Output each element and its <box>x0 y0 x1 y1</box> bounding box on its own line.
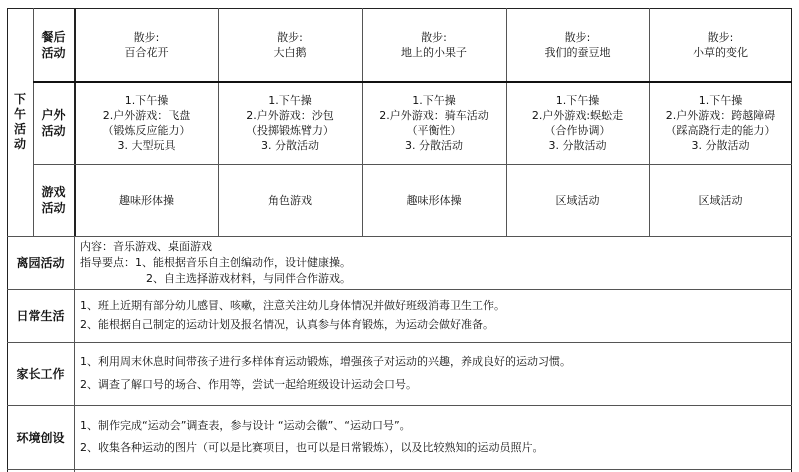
game-cell: 趣味形体操 <box>119 193 174 207</box>
grid-line <box>7 289 792 290</box>
game-cell: 区域活动 <box>555 193 600 207</box>
game-cell: 角色游戏 <box>268 193 312 207</box>
game-cell: 区域活动 <box>698 193 743 207</box>
environment-line: 1、制作完成“运动会”调查表，参与设计 “运动会徽”、“运动口号”。 <box>80 419 411 432</box>
leaving-line: 内容：音乐游戏、桌面游戏 <box>80 240 212 253</box>
after-meal-cell: 散步: 百合花开 <box>124 30 169 59</box>
daily-life-line: 1、班上近期有部分幼儿感冒、咳嗽，注意关注幼儿身体情况并做好班级消毒卫生工作。 <box>80 299 505 312</box>
outdoor-cell: 1.下午操 2.户外游戏:蜈蚣走 （合作协调） 3. 分散活动 <box>531 93 624 152</box>
outdoor-cell: 1.下午操 2.户外游戏：骑车活动 （平衡性） 3. 分散活动 <box>379 93 489 152</box>
afternoon-label: 下 午 活 动 <box>13 92 26 151</box>
after-meal-cell: 散步: 小草的变化 <box>693 30 748 59</box>
parents-line: 1、利用周末休息时间带孩子进行多样体育运动锻炼，增强孩子对运动的兴趣，养成良好的运动习惯。 <box>80 355 571 368</box>
section-label-parents: 家长工作 <box>16 367 65 381</box>
after-meal-cell: 散步: 大白鹅 <box>273 30 307 59</box>
daily-life-line: 2、能根据自己制定的运动计划及报名情况，认真参与体育锻炼，为运动会做好准备。 <box>80 318 494 331</box>
section-label-environment: 环境创设 <box>16 430 65 445</box>
parents-line: 2、调查了解口号的场合、作用等，尝试一起给班级设计运动会口号。 <box>80 378 417 391</box>
after-meal-cell: 散步: 地上的小果子 <box>401 30 467 59</box>
grid-line <box>74 236 75 472</box>
grid-line <box>7 405 792 406</box>
game-cell: 趣味形体操 <box>406 193 462 207</box>
section-label-daily-life: 日常生活 <box>16 309 65 323</box>
grid-line <box>7 342 792 343</box>
grid-line <box>7 469 792 470</box>
grid-line <box>7 236 792 237</box>
row-label-outdoor: 户外 活动 <box>41 107 66 138</box>
leaving-line: 指导要点：1、能根据音乐自主创编动作，设计健康操。 <box>80 256 351 269</box>
after-meal-cell: 散步: 我们的蚕豆地 <box>544 30 611 59</box>
leaving-line: 2、自主选择游戏材料，与同伴合作游戏。 <box>146 272 351 285</box>
outdoor-cell: 1.下午操 2.户外游戏：沙包 （投掷锻炼臂力） 3. 分散活动 <box>246 93 334 152</box>
outdoor-cell: 1.下午操 2.户外游戏：飞盘 （锻炼反应能力） 3. 大型玩具 <box>102 93 191 152</box>
outdoor-cell: 1.下午操 2.户外游戏：跨越障碍 （踩高跷行走的能力） 3. 分散活动 <box>665 93 776 152</box>
row-label-after-meal: 餐后 活动 <box>41 29 66 60</box>
environment-line: 2、收集各种运动的图片（可以是比赛项目，也可以是日常锻炼），以及比较熟知的运动员照片。 <box>80 441 544 454</box>
section-label-leaving: 离园活动 <box>16 256 65 270</box>
row-label-games: 游戏 活动 <box>41 185 66 215</box>
